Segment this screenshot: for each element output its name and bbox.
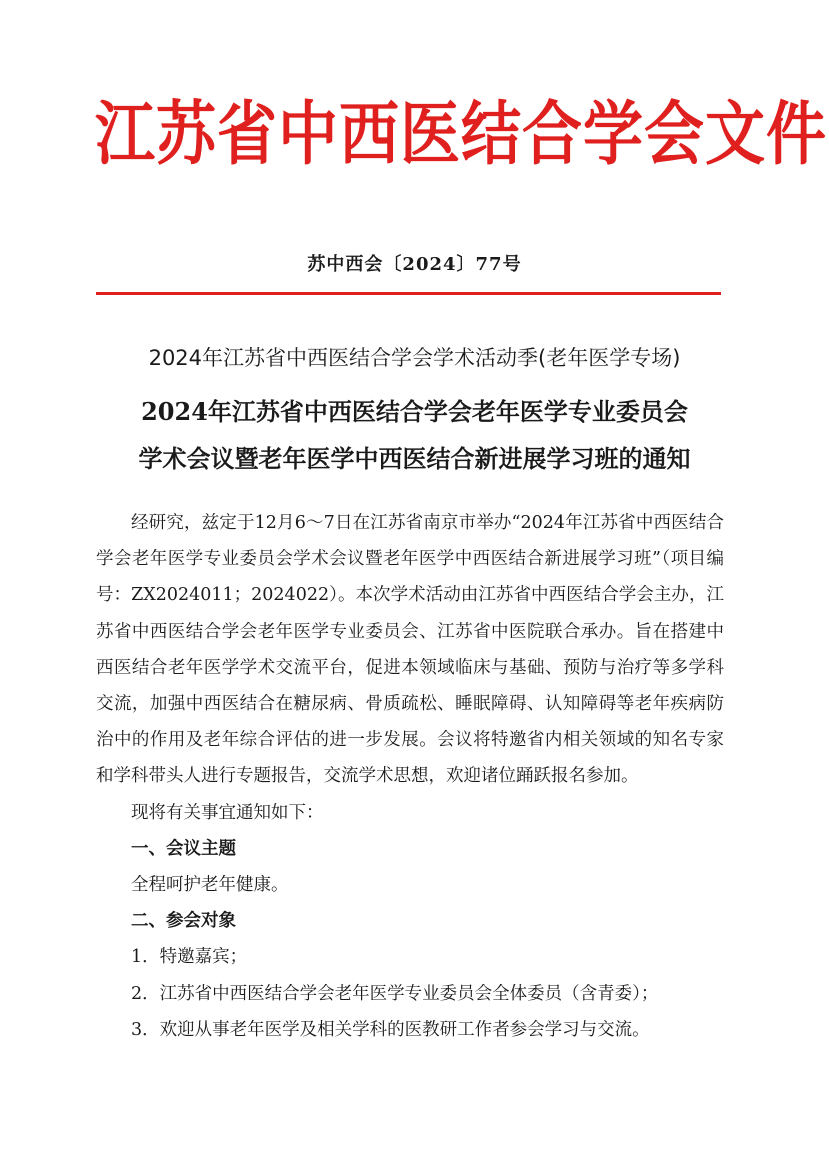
section-2-heading: 二、参会对象	[131, 911, 236, 932]
notice-line: 现将有关事宜通知如下：	[131, 802, 324, 823]
org-header-title: 江苏省中西医结合学会文件	[95, 94, 827, 175]
notice-title-line-2: 学术会议暨老年医学中西医结合新进展学习班的通知	[138, 444, 691, 473]
notice-subtitle: 2024年江苏省中西医结合学会学术活动季(老年医学专场)	[148, 346, 681, 370]
intro-paragraph: 经研究，兹定于12月6～7日在江苏省南京市举办“2024年江苏省中西医结合学会老年医学专业委员会学术会议暨老年医学中西医结合新进展学习班”（项目编号：ZX2024011；2024022）。本次学术活动由江苏省中西医结合学会主办，江苏省中西医结合学会老年医学专业委员会、江苏省中医院联合承办。旨在搭建中西医结合老年医学学术交流平台，促进本领域临床与基础、预防与治疗等多学科交流，加强中西医结合在糖尿病、骨质疏松、睡眠障碍、认知障碍等老年疾病防治中的作用及老年综合评估的进一步发展。会议将特邀省内相关领域的知名专家和学科带头人进行专题报告，交流学术思想，欢迎诸位踊跃报名参加。	[96, 513, 724, 787]
document-body	[96, 505, 724, 1048]
list-item: 2．江苏省中西医结合学会老年医学专业委员会全体委员（含青委）；	[131, 983, 659, 1004]
list-item: 3．欢迎从事老年医学及相关学科的医教研工作者参会学习与交流。	[131, 1019, 650, 1040]
document-number: 苏中西会〔2024〕77号	[307, 254, 522, 275]
section-1-text: 全程呵护老年健康。	[131, 875, 289, 896]
red-divider-line	[96, 292, 721, 295]
section-1-heading: 一、会议主题	[131, 838, 236, 859]
list-item: 1．特邀嘉宾；	[131, 947, 248, 968]
notice-title-line-1: 2024年江苏省中西医结合学会老年医学专业委员会	[141, 397, 688, 426]
